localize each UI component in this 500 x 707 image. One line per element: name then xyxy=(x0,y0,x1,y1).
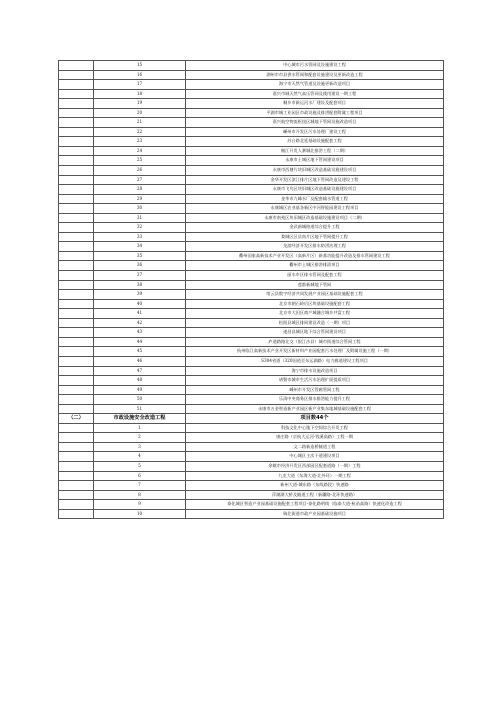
row-blank-cell xyxy=(59,175,94,185)
project-name: 乐清中央商务区排水排涝能力提升工程 xyxy=(186,395,444,405)
table-row xyxy=(59,204,444,214)
row-number: 45 xyxy=(94,347,186,357)
project-name: 平湖市城工业园区市政设施及排涝配套附属工程项目 xyxy=(186,108,444,118)
row-blank-cell xyxy=(59,137,94,147)
table-row xyxy=(59,318,444,328)
row-number: 34 xyxy=(94,242,186,252)
row-number: 35 xyxy=(94,251,186,261)
table-row xyxy=(59,99,444,109)
project-name: 庐道路路北交（银江沙县）城市街道综合管网工程 xyxy=(186,337,444,347)
project-name: 杭州临江高新技术产业开发区新材料产业园配套污水处理厂及附属设施工程（一期） xyxy=(186,347,444,357)
row-blank-cell xyxy=(59,232,94,242)
row-blank-cell xyxy=(59,423,94,433)
row-number: 30 xyxy=(94,204,186,214)
table-row xyxy=(59,404,444,414)
project-name: 婺城区区县南片区地下管网提升工程 xyxy=(186,232,444,242)
row-blank-cell xyxy=(59,280,94,290)
project-name: 诸暨市城市生活污水治理扩面提质项目 xyxy=(186,376,444,386)
table-row xyxy=(59,376,444,386)
table-row xyxy=(59,471,444,481)
row-blank-cell xyxy=(59,471,94,481)
row-blank-cell xyxy=(59,99,94,109)
row-number: 23 xyxy=(94,137,186,147)
project-name: 丽水市区排水管网及配套工程 xyxy=(186,271,444,281)
row-blank-cell xyxy=(59,356,94,366)
project-name: 嘉兴航空物流枢纽区城地下管网设施改造项目 xyxy=(186,118,444,128)
row-blank-cell xyxy=(59,509,94,519)
project-name: 永康市土城区地下管网建设项目 xyxy=(186,156,444,166)
table-row xyxy=(59,127,444,137)
row-blank-cell xyxy=(59,481,94,491)
table-row xyxy=(59,280,444,290)
table-row xyxy=(59,347,444,357)
row-blank-cell xyxy=(59,194,94,204)
row-blank-cell xyxy=(59,395,94,405)
table-row xyxy=(59,242,444,252)
table-row xyxy=(59,309,444,319)
table-row xyxy=(59,509,444,519)
table-row xyxy=(59,251,444,261)
project-name: 中心城市污水管网及设施建设工程 xyxy=(186,61,444,71)
row-blank-cell xyxy=(59,213,94,223)
table-row xyxy=(59,80,444,90)
project-name: 衢州市土城区排涝排渍项目 xyxy=(186,261,444,271)
row-number: 5 xyxy=(94,461,186,471)
row-number: 1 xyxy=(94,423,186,433)
row-number: 38 xyxy=(94,280,186,290)
project-name: 龙游经济开发区排水防涝治理工程 xyxy=(186,242,444,252)
table-row xyxy=(59,366,444,376)
project-name: 科技文化中心地下空间综合开发工程 xyxy=(186,423,444,433)
project-name: 苏台路北延基础设施配套工程 xyxy=(186,137,444,147)
section-category: 市政设施安全改造工程 xyxy=(94,414,186,424)
row-blank-cell xyxy=(59,80,94,90)
row-number: 7 xyxy=(94,481,186,491)
project-name: 余姚市经济开发区西部园区配套道路（一期）工程 xyxy=(186,461,444,471)
table-row xyxy=(59,89,444,99)
row-number: 51 xyxy=(94,404,186,414)
table-row xyxy=(59,299,444,309)
table-row xyxy=(59,328,444,338)
row-blank-cell xyxy=(59,500,94,510)
table-row xyxy=(59,423,444,433)
row-blank-cell xyxy=(59,328,94,338)
row-blank-cell xyxy=(59,242,94,252)
table-row xyxy=(59,490,444,500)
row-number: 25 xyxy=(94,156,186,166)
table-row xyxy=(59,108,444,118)
row-blank-cell xyxy=(59,70,94,80)
row-number: 2 xyxy=(94,433,186,443)
row-number: 22 xyxy=(94,127,186,137)
project-name: 中心城区主次干道建设项目 xyxy=(186,452,444,462)
row-blank-cell xyxy=(59,204,94,214)
row-number: 9 xyxy=(94,500,186,510)
project-name: 嵊州市开发区污水处理厂建设工程 xyxy=(186,127,444,137)
row-blank-cell xyxy=(59,442,94,452)
row-blank-cell xyxy=(59,261,94,271)
project-name: 椒江开发人赛城北排涝工程（二期） xyxy=(186,146,444,156)
project-name: 桐乡市新运河水厂建设及配套项目 xyxy=(186,99,444,109)
project-table xyxy=(58,60,444,519)
row-number: 17 xyxy=(94,80,186,90)
table-row xyxy=(59,213,444,223)
row-number: 42 xyxy=(94,318,186,328)
section-index: （二） xyxy=(59,414,94,424)
table-row xyxy=(59,194,444,204)
row-number: 40 xyxy=(94,299,186,309)
row-blank-cell xyxy=(59,309,94,319)
row-blank-cell xyxy=(59,452,94,462)
project-name: 永康城区农业基各新区中河智能园建设工程项目 xyxy=(186,204,444,214)
project-name: 金华开发区滨江排片区地下管网改造及建设工程 xyxy=(186,175,444,185)
table-row xyxy=(59,337,444,347)
project-name: 嘉兴市城天然气高压管网及使用建设一期工程 xyxy=(186,89,444,99)
project-name: 九龙大道（东海大道-北外环）一期工程 xyxy=(186,471,444,481)
project-name: S304省道（320国道至东运湖路）电力廊道建设工程项目 xyxy=(186,356,444,366)
project-name: 莲都新城地下管网 xyxy=(186,280,444,290)
section-project-count: 项目数44个 xyxy=(186,414,444,424)
row-number: 8 xyxy=(94,490,186,500)
row-blank-cell xyxy=(59,185,94,195)
row-number: 4 xyxy=(94,452,186,462)
table-row xyxy=(59,271,444,281)
row-blank-cell xyxy=(59,490,94,500)
table-row xyxy=(59,137,444,147)
row-number: 19 xyxy=(94,99,186,109)
row-blank-cell xyxy=(59,299,94,309)
row-blank-cell xyxy=(59,404,94,414)
row-number: 28 xyxy=(94,185,186,195)
row-number: 27 xyxy=(94,175,186,185)
row-blank-cell xyxy=(59,127,94,137)
row-blank-cell xyxy=(59,376,94,386)
project-name: 遂昌县城区地下综合管网建设项目 xyxy=(186,328,444,338)
table-row xyxy=(59,461,444,471)
table-row xyxy=(59,500,444,510)
row-blank-cell xyxy=(59,290,94,300)
table-row xyxy=(59,185,444,195)
table-row xyxy=(59,166,444,176)
row-blank-cell xyxy=(59,271,94,281)
table-row xyxy=(59,223,444,233)
row-blank-cell xyxy=(59,156,94,166)
row-number: 44 xyxy=(94,337,186,347)
project-name: 衢州国家高新技术产业开发区（高新片区）新基功能提升改造及排水管网建设工程 xyxy=(186,251,444,261)
table-row xyxy=(59,481,444,491)
row-blank-cell xyxy=(59,166,94,176)
row-number: 46 xyxy=(94,356,186,366)
row-blank-cell xyxy=(59,337,94,347)
row-number: 37 xyxy=(94,271,186,281)
table-row xyxy=(59,61,444,71)
row-blank-cell xyxy=(59,251,94,261)
project-name: 松阳县城区排网建设改造（一期）项目 xyxy=(186,318,444,328)
row-blank-cell xyxy=(59,385,94,395)
row-number: 32 xyxy=(94,223,186,233)
row-number: 26 xyxy=(94,166,186,176)
project-name: 金华市九峰水厂及配套输水管道工程 xyxy=(186,194,444,204)
row-blank-cell xyxy=(59,223,94,233)
project-name: 永康市南苑区块旧城区改造基础设施建设项目（二期） xyxy=(186,213,444,223)
row-number: 43 xyxy=(94,328,186,338)
project-name: 永康市五金智造新产业园区新产业集东地城基础设施配套工程 xyxy=(186,404,444,414)
row-number: 36 xyxy=(94,261,186,271)
row-number: 6 xyxy=(94,471,186,481)
table-row xyxy=(59,395,444,405)
table-row xyxy=(59,232,444,242)
row-number: 31 xyxy=(94,213,186,223)
table-row xyxy=(59,261,444,271)
row-blank-cell xyxy=(59,118,94,128)
row-blank-cell xyxy=(59,89,94,99)
table-row xyxy=(59,175,444,185)
project-name: 瑞北街道市政产业园基础设施项目 xyxy=(186,509,444,519)
table-row xyxy=(59,452,444,462)
table-row xyxy=(59,118,444,128)
row-blank-cell xyxy=(59,318,94,328)
row-number: 3 xyxy=(94,442,186,452)
row-blank-cell xyxy=(59,61,94,71)
table-row xyxy=(59,146,444,156)
row-number: 41 xyxy=(94,309,186,319)
table-row xyxy=(59,290,444,300)
row-blank-cell xyxy=(59,347,94,357)
project-name: 泰化城区智造产业园基础设施配套工程项目-泰化路明线（临泰大道-杭甬高路）快速化改造工程 xyxy=(186,500,444,510)
row-number: 20 xyxy=(94,108,186,118)
project-name: 北京市大田区商产城融合城乡共富工程 xyxy=(186,309,444,319)
row-number: 33 xyxy=(94,232,186,242)
table-row xyxy=(59,70,444,80)
row-number: 49 xyxy=(94,385,186,395)
table-row xyxy=(59,433,444,443)
project-name: 金武新城陪道综合提升工程 xyxy=(186,223,444,233)
table-row xyxy=(59,385,444,395)
row-number: 21 xyxy=(94,118,186,128)
table-row xyxy=(59,356,444,366)
project-name: 康庄路（京杭大运河-钱溪高路）工程一期 xyxy=(186,433,444,443)
row-blank-cell xyxy=(59,146,94,156)
row-blank-cell xyxy=(59,433,94,443)
project-name: 文二路新造桥隧道工程 xyxy=(186,442,444,452)
row-number: 48 xyxy=(94,376,186,386)
project-name: 永康市西塘片块旧城区改造基础设施建设项目 xyxy=(186,166,444,176)
project-name: 海宁市排水设施改造项目 xyxy=(186,366,444,376)
project-name: 缙云县数字经济共同发展产业园区基础设施配套工程 xyxy=(186,290,444,300)
row-number: 47 xyxy=(94,366,186,376)
row-number: 15 xyxy=(94,61,186,71)
row-number: 50 xyxy=(94,395,186,405)
row-blank-cell xyxy=(59,461,94,471)
table-row xyxy=(59,442,444,452)
project-name: 新州大道-城东路（东线路段）快速路 xyxy=(186,481,444,491)
row-number: 24 xyxy=(94,146,186,156)
row-number: 39 xyxy=(94,290,186,300)
row-blank-cell xyxy=(59,366,94,376)
project-name: 嵊州市开发区管廊管网工程 xyxy=(186,385,444,395)
project-name: 海宁市天然气管道及设施更新改造项目 xyxy=(186,80,444,90)
row-number: 18 xyxy=(94,89,186,99)
row-blank-cell xyxy=(59,108,94,118)
row-number: 29 xyxy=(94,194,186,204)
row-number: 10 xyxy=(94,509,186,519)
table-row xyxy=(59,156,444,166)
row-number: 16 xyxy=(94,70,186,80)
section-header-row xyxy=(59,414,444,424)
project-name: 北京市朝石岭后区块基础设施配套工程 xyxy=(186,299,444,309)
project-name: 永康市飞鸟区块旧城区改造基础设施建设项目 xyxy=(186,185,444,195)
project-name: 萍湖湖大桥及隧道工程（新疆路-北环快速路） xyxy=(186,490,444,500)
project-name: 湖州市市县供水管网和配套设施建设及更新改造工程 xyxy=(186,70,444,80)
